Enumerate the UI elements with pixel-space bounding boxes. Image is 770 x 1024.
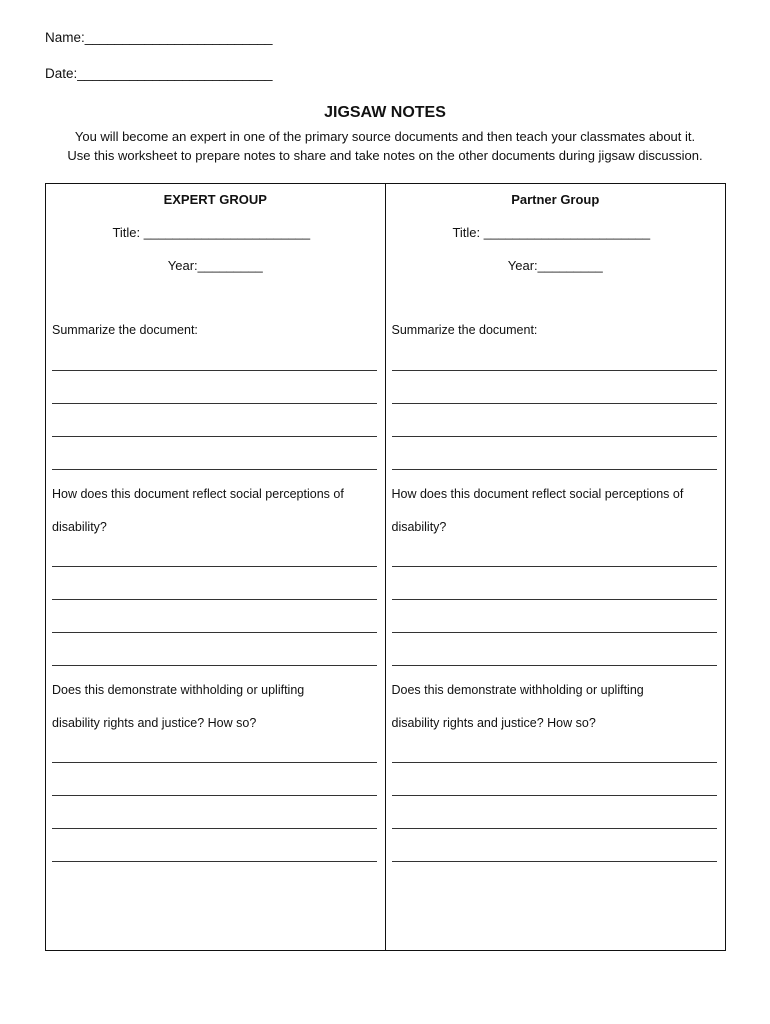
partner-perceptions-answer-line[interactable] [392, 632, 718, 633]
expert-rights-prompt-line-1: Does this demonstrate withholding or uplifting [52, 683, 305, 697]
date-field[interactable]: Date:__________________________ [45, 66, 273, 81]
expert-perceptions-prompt-line-1: How does this document reflect social perceptions of [52, 487, 344, 501]
partner-summary-answer-line[interactable] [392, 436, 718, 437]
instructions [0, 127, 770, 165]
expert-rights-answer-line[interactable] [52, 828, 377, 829]
expert-summary-prompt: Summarize the document: [52, 323, 198, 337]
partner-rights-prompt-line-2: disability rights and justice? How so? [391, 716, 596, 730]
partner-group-column [386, 184, 726, 950]
partner-year-field[interactable]: Year:_________ [507, 258, 603, 273]
expert-perceptions-answer-line[interactable] [52, 632, 377, 633]
partner-rights-answer-line[interactable] [392, 861, 718, 862]
partner-summary-answer-line[interactable] [392, 370, 718, 371]
expert-summary-answer-line[interactable] [52, 469, 377, 470]
expert-rights-prompt-line-2: disability rights and justice? How so? [52, 716, 257, 730]
page-title: JIGSAW NOTES [324, 104, 446, 121]
partner-rights-prompt-line-1: Does this demonstrate withholding or uplifting [391, 683, 644, 697]
instructions-line-2: Use this worksheet to prepare notes to share and take notes on the other documents during jigsaw discussion. [67, 148, 703, 163]
partner-perceptions-prompt-line-1: How does this document reflect social perceptions of [391, 487, 684, 501]
partner-group-heading: Partner Group [511, 192, 600, 207]
expert-summary-answer-line[interactable] [52, 370, 377, 371]
expert-perceptions-answer-line[interactable] [52, 665, 377, 666]
partner-rights-answer-line[interactable] [392, 762, 718, 763]
expert-rights-answer-line[interactable] [52, 795, 377, 796]
expert-perceptions-answer-line[interactable] [52, 599, 377, 600]
expert-group-heading: EXPERT GROUP [163, 192, 267, 207]
partner-title-field[interactable]: Title: _______________________ [452, 225, 651, 240]
name-field[interactable]: Name:_________________________ [45, 30, 273, 45]
notes-table [45, 183, 726, 951]
partner-perceptions-prompt-line-2: disability? [391, 520, 447, 534]
partner-perceptions-answer-line[interactable] [392, 566, 718, 567]
instructions-line-1: You will become an expert in one of the primary source documents and then teach your classmates about it. [74, 129, 696, 144]
partner-perceptions-answer-line[interactable] [392, 599, 718, 600]
partner-rights-answer-line[interactable] [392, 828, 718, 829]
expert-rights-answer-line[interactable] [52, 762, 377, 763]
expert-perceptions-answer-line[interactable] [52, 566, 377, 567]
expert-summary-answer-line[interactable] [52, 436, 377, 437]
partner-summary-answer-line[interactable] [392, 469, 718, 470]
partner-summary-answer-line[interactable] [392, 403, 718, 404]
expert-title-field[interactable]: Title: _______________________ [112, 225, 311, 240]
partner-perceptions-answer-line[interactable] [392, 665, 718, 666]
expert-perceptions-prompt-line-2: disability? [52, 520, 107, 534]
expert-rights-answer-line[interactable] [52, 861, 377, 862]
partner-rights-answer-line[interactable] [392, 795, 718, 796]
expert-summary-answer-line[interactable] [52, 403, 377, 404]
partner-summary-prompt: Summarize the document: [391, 323, 538, 337]
expert-group-column [46, 184, 386, 950]
expert-year-field[interactable]: Year:_________ [167, 258, 263, 273]
